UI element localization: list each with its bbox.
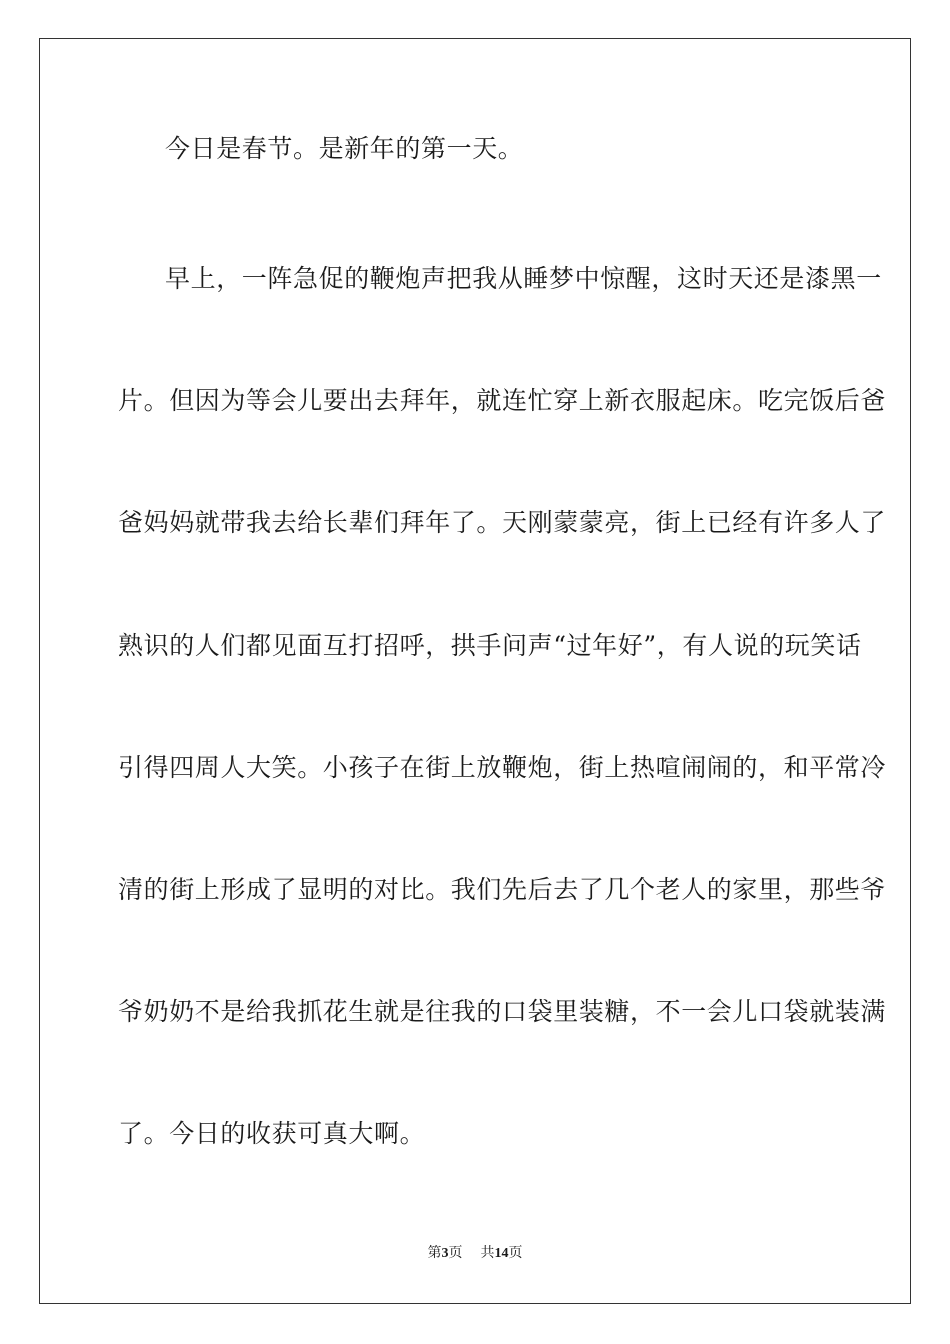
paragraph-2-line-5: 引得四周人大笑。小孩子在街上放鞭炮，街上热喧闹闹的，和平常冷 <box>118 753 887 782</box>
paragraph-2-line-2: 片。但因为等会儿要出去拜年，就连忙穿上新衣服起床。吃完饭后爸 <box>118 386 887 415</box>
total-prefix: 共 <box>480 1245 495 1261</box>
page-footer <box>0 1244 950 1263</box>
paragraph-1-line-1: 今日是春节。是新年的第一天。 <box>165 134 524 163</box>
total-suffix: 页 <box>508 1245 523 1261</box>
page-border <box>39 38 911 1304</box>
paragraph-2-line-7: 爷奶奶不是给我抓花生就是往我的口袋里装糖，不一会儿口袋就装满 <box>118 997 887 1026</box>
current-page-number: 3 <box>441 1246 449 1261</box>
paragraph-2-line-6: 清的街上形成了显明的对比。我们先后去了几个老人的家里，那些爷 <box>118 875 887 904</box>
page-prefix: 第 <box>427 1245 442 1261</box>
paragraph-2-line-3: 爸妈妈就带我去给长辈们拜年了。天刚蒙蒙亮，街上已经有许多人了 <box>118 508 887 537</box>
paragraph-2-line-1: 早上，一阵急促的鞭炮声把我从睡梦中惊醒，这时天还是漆黑一 <box>165 264 882 293</box>
total-page-number: 14 <box>494 1246 509 1261</box>
paragraph-2-line-4: 熟识的人们都见面互打招呼，拱手问声“过年好”，有人说的玩笑话 <box>118 631 862 660</box>
page-suffix: 页 <box>448 1245 463 1261</box>
paragraph-2-line-8: 了。今日的收获可真大啊。 <box>118 1119 426 1148</box>
